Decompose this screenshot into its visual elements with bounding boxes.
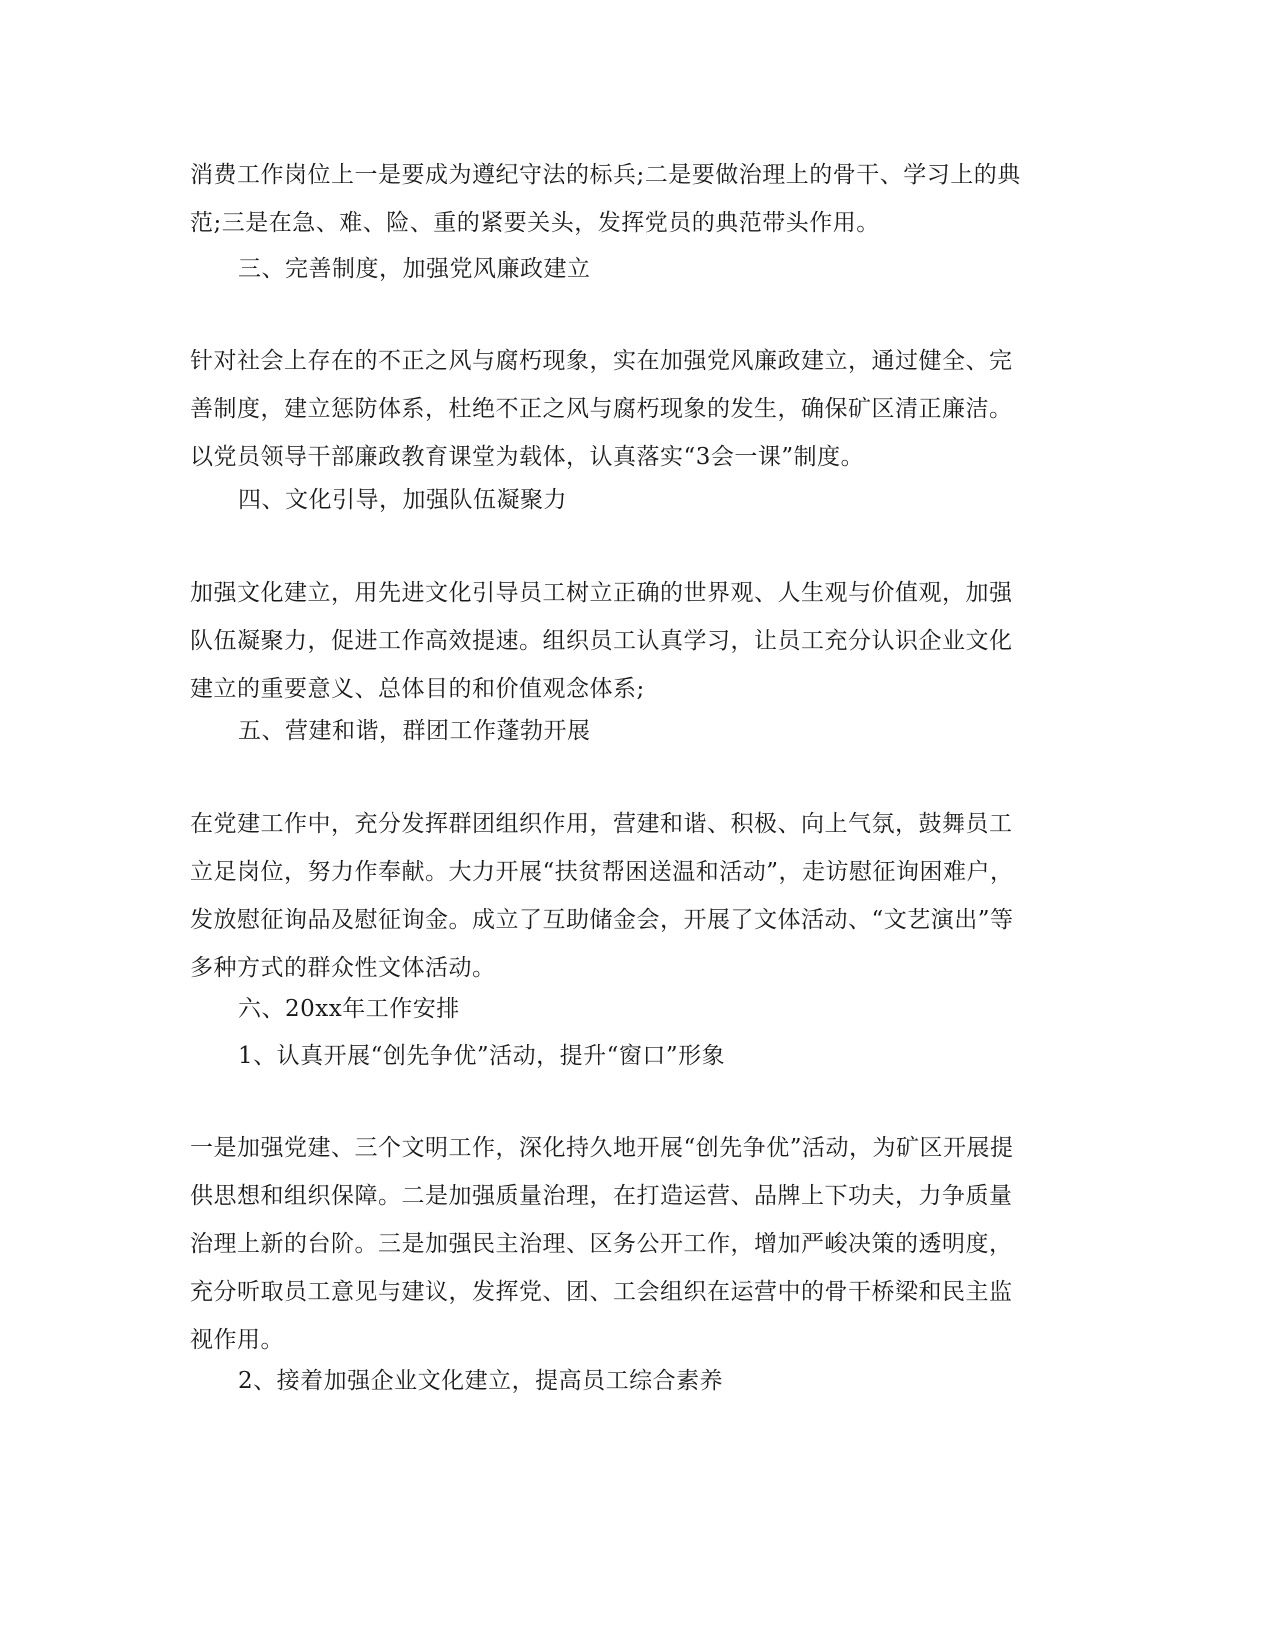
text-line: 充分听取员工意见与建议，发挥党、团、工会组织在运营中的骨干桥梁和民主监 [190, 1279, 1013, 1305]
heading-text: 三、完善制度，加强党风廉政建立 [238, 256, 591, 282]
text-line: 针对社会上存在的不正之风与腐朽现象，实在加强党风廉政建立，通过健全、完 [190, 348, 1013, 374]
text-line: 多种方式的群众性文体活动。 [190, 955, 496, 981]
text-line: 治理上新的台阶。三是加强民主治理、区务公开工作，增加严峻决策的透明度， [190, 1231, 1013, 1257]
text-line: 范;三是在急、难、险、重的紧要关头，发挥党员的典范带头作用。 [190, 210, 880, 236]
heading-section-3 [238, 245, 1118, 293]
heading-text: 1、认真开展“创先争优”活动，提升“窗口”形象 [238, 1043, 726, 1069]
text-line: 加强文化建立，用先进文化引导员工树立正确的世界观、人生观与价值观，加强 [190, 580, 1013, 606]
paragraph-work-plan [190, 1124, 1070, 1364]
heading-text: 2、接着加强企业文化建立，提高员工综合素养 [238, 1368, 724, 1394]
text-line: 视作用。 [190, 1327, 284, 1353]
heading-subsection-6-1 [238, 1032, 1118, 1080]
paragraph-anti-corruption [190, 337, 1070, 481]
paragraph-party-member-role [190, 151, 1070, 247]
heading-section-5 [238, 707, 1118, 755]
heading-text: 六、20xx年工作安排 [238, 996, 460, 1022]
heading-section-4 [238, 476, 1118, 524]
text-line: 发放慰征询品及慰征询金。成立了互助储金会，开展了文体活动、“文艺演出”等 [190, 907, 1014, 933]
paragraph-mass-organizations [190, 800, 1070, 992]
heading-text: 五、营建和谐，群团工作蓬勃开展 [238, 718, 591, 744]
heading-section-6 [238, 985, 1118, 1033]
text-line: 善制度，建立惩防体系，杜绝不正之风与腐朽现象的发生，确保矿区清正廉洁。 [190, 396, 1013, 422]
text-line: 队伍凝聚力，促进工作高效提速。组织员工认真学习，让员工充分认识企业文化 [190, 628, 1013, 654]
heading-text: 四、文化引导，加强队伍凝聚力 [238, 487, 567, 513]
text-line: 立足岗位，努力作奉献。大力开展“扶贫帮困送温和活动”，走访慰征询困难户， [190, 859, 1014, 885]
paragraph-culture [190, 569, 1070, 713]
text-line: 在党建工作中，充分发挥群团组织作用，营建和谐、积极、向上气氛，鼓舞员工 [190, 811, 1013, 837]
heading-subsection-6-2 [238, 1357, 1118, 1405]
text-line: 一是加强党建、三个文明工作，深化持久地开展“创先争优”活动，为矿区开展提 [190, 1135, 1014, 1161]
text-line: 供思想和组织保障。二是加强质量治理，在打造运营、品牌上下功夫，力争质量 [190, 1183, 1013, 1209]
text-line: 以党员领导干部廉政教育课堂为载体，认真落实“3会一课”制度。 [190, 444, 865, 470]
text-line: 建立的重要意义、总体目的和价值观念体系; [190, 676, 645, 702]
text-line: 消费工作岗位上一是要成为遵纪守法的标兵;二是要做治理上的骨干、学习上的典 [190, 162, 1021, 188]
